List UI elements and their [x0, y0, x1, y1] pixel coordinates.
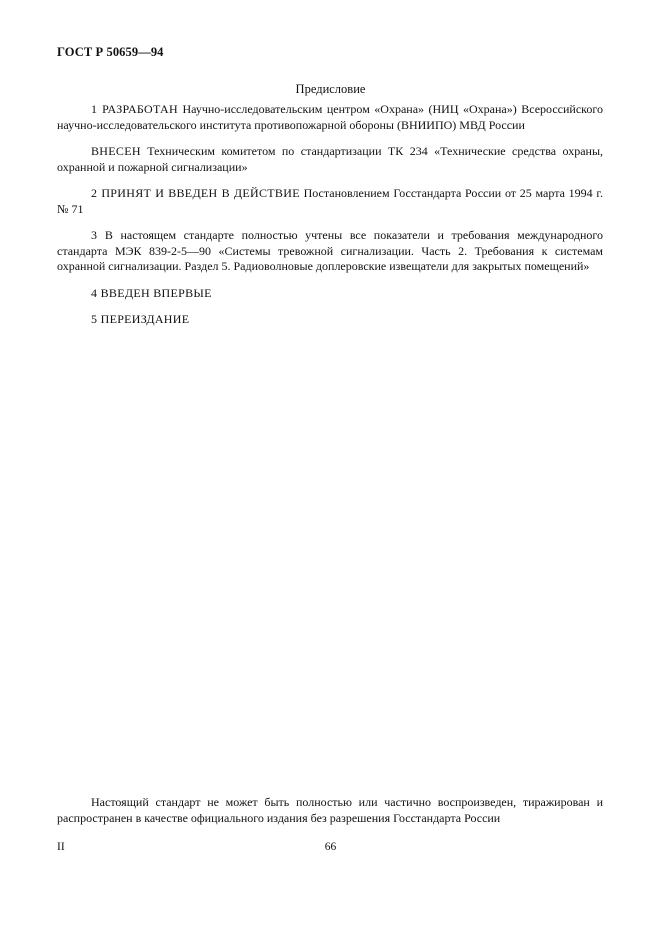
item-lead: ВНЕСЕН	[91, 144, 141, 158]
item-text: Научно-исследовательским центром «Охрана» (НИЦ «Охрана») Всероссийского научно-исследовательского института противопожарной обороны (ВНИИПО) МВД России	[57, 102, 604, 132]
page-roman-numeral: II	[57, 841, 65, 853]
preface-item-iec-standard	[57, 228, 603, 275]
preface-item-developed	[57, 102, 603, 133]
preface-title: Предисловие	[295, 82, 366, 96]
preface-item-introduced	[57, 144, 603, 175]
item-lead: 1 РАЗРАБОТАН	[91, 102, 178, 116]
item-text: Постановлением Госстандарта России от 25 марта 1994 г. № 71	[57, 186, 603, 216]
item-lead: 5 ПЕРЕИЗДАНИЕ	[91, 312, 190, 326]
item-lead: 4 ВВЕДЕН ВПЕРВЫЕ	[91, 285, 212, 300]
page-number: 66	[324, 841, 337, 853]
item-text: В настоящем стандарте полностью учтены все показатели и требования международного стандарта МЭК 839-2-5—90 «Системы тревожной сигнализации. Часть 2. Требования к системам охранной сигнализации. Раздел 5. Радиоволновые доплеровские извещатели для закрытых помещений»	[57, 228, 603, 273]
preface-item-adopted	[57, 186, 603, 217]
item-lead: 2 ПРИНЯТ И ВВЕДЕН В ДЕЙСТВИЕ	[91, 186, 300, 200]
copyright-note: Настоящий стандарт не может быть полностью или частично воспроизведен, тиражирован и распространен в качестве официального издания без разрешения Госстандарта России	[57, 795, 603, 825]
item-text: Техническим комитетом по стандартизации ТК 234 «Технические средства охраны, охранной и пожарной сигнализации»	[57, 144, 603, 174]
preface-item-first-introduced	[57, 286, 603, 302]
document-code: ГОСТ Р 50659—94	[57, 45, 164, 59]
preface-body	[57, 102, 603, 339]
item-lead: 3	[91, 228, 98, 242]
preface-item-reissue	[57, 312, 603, 328]
